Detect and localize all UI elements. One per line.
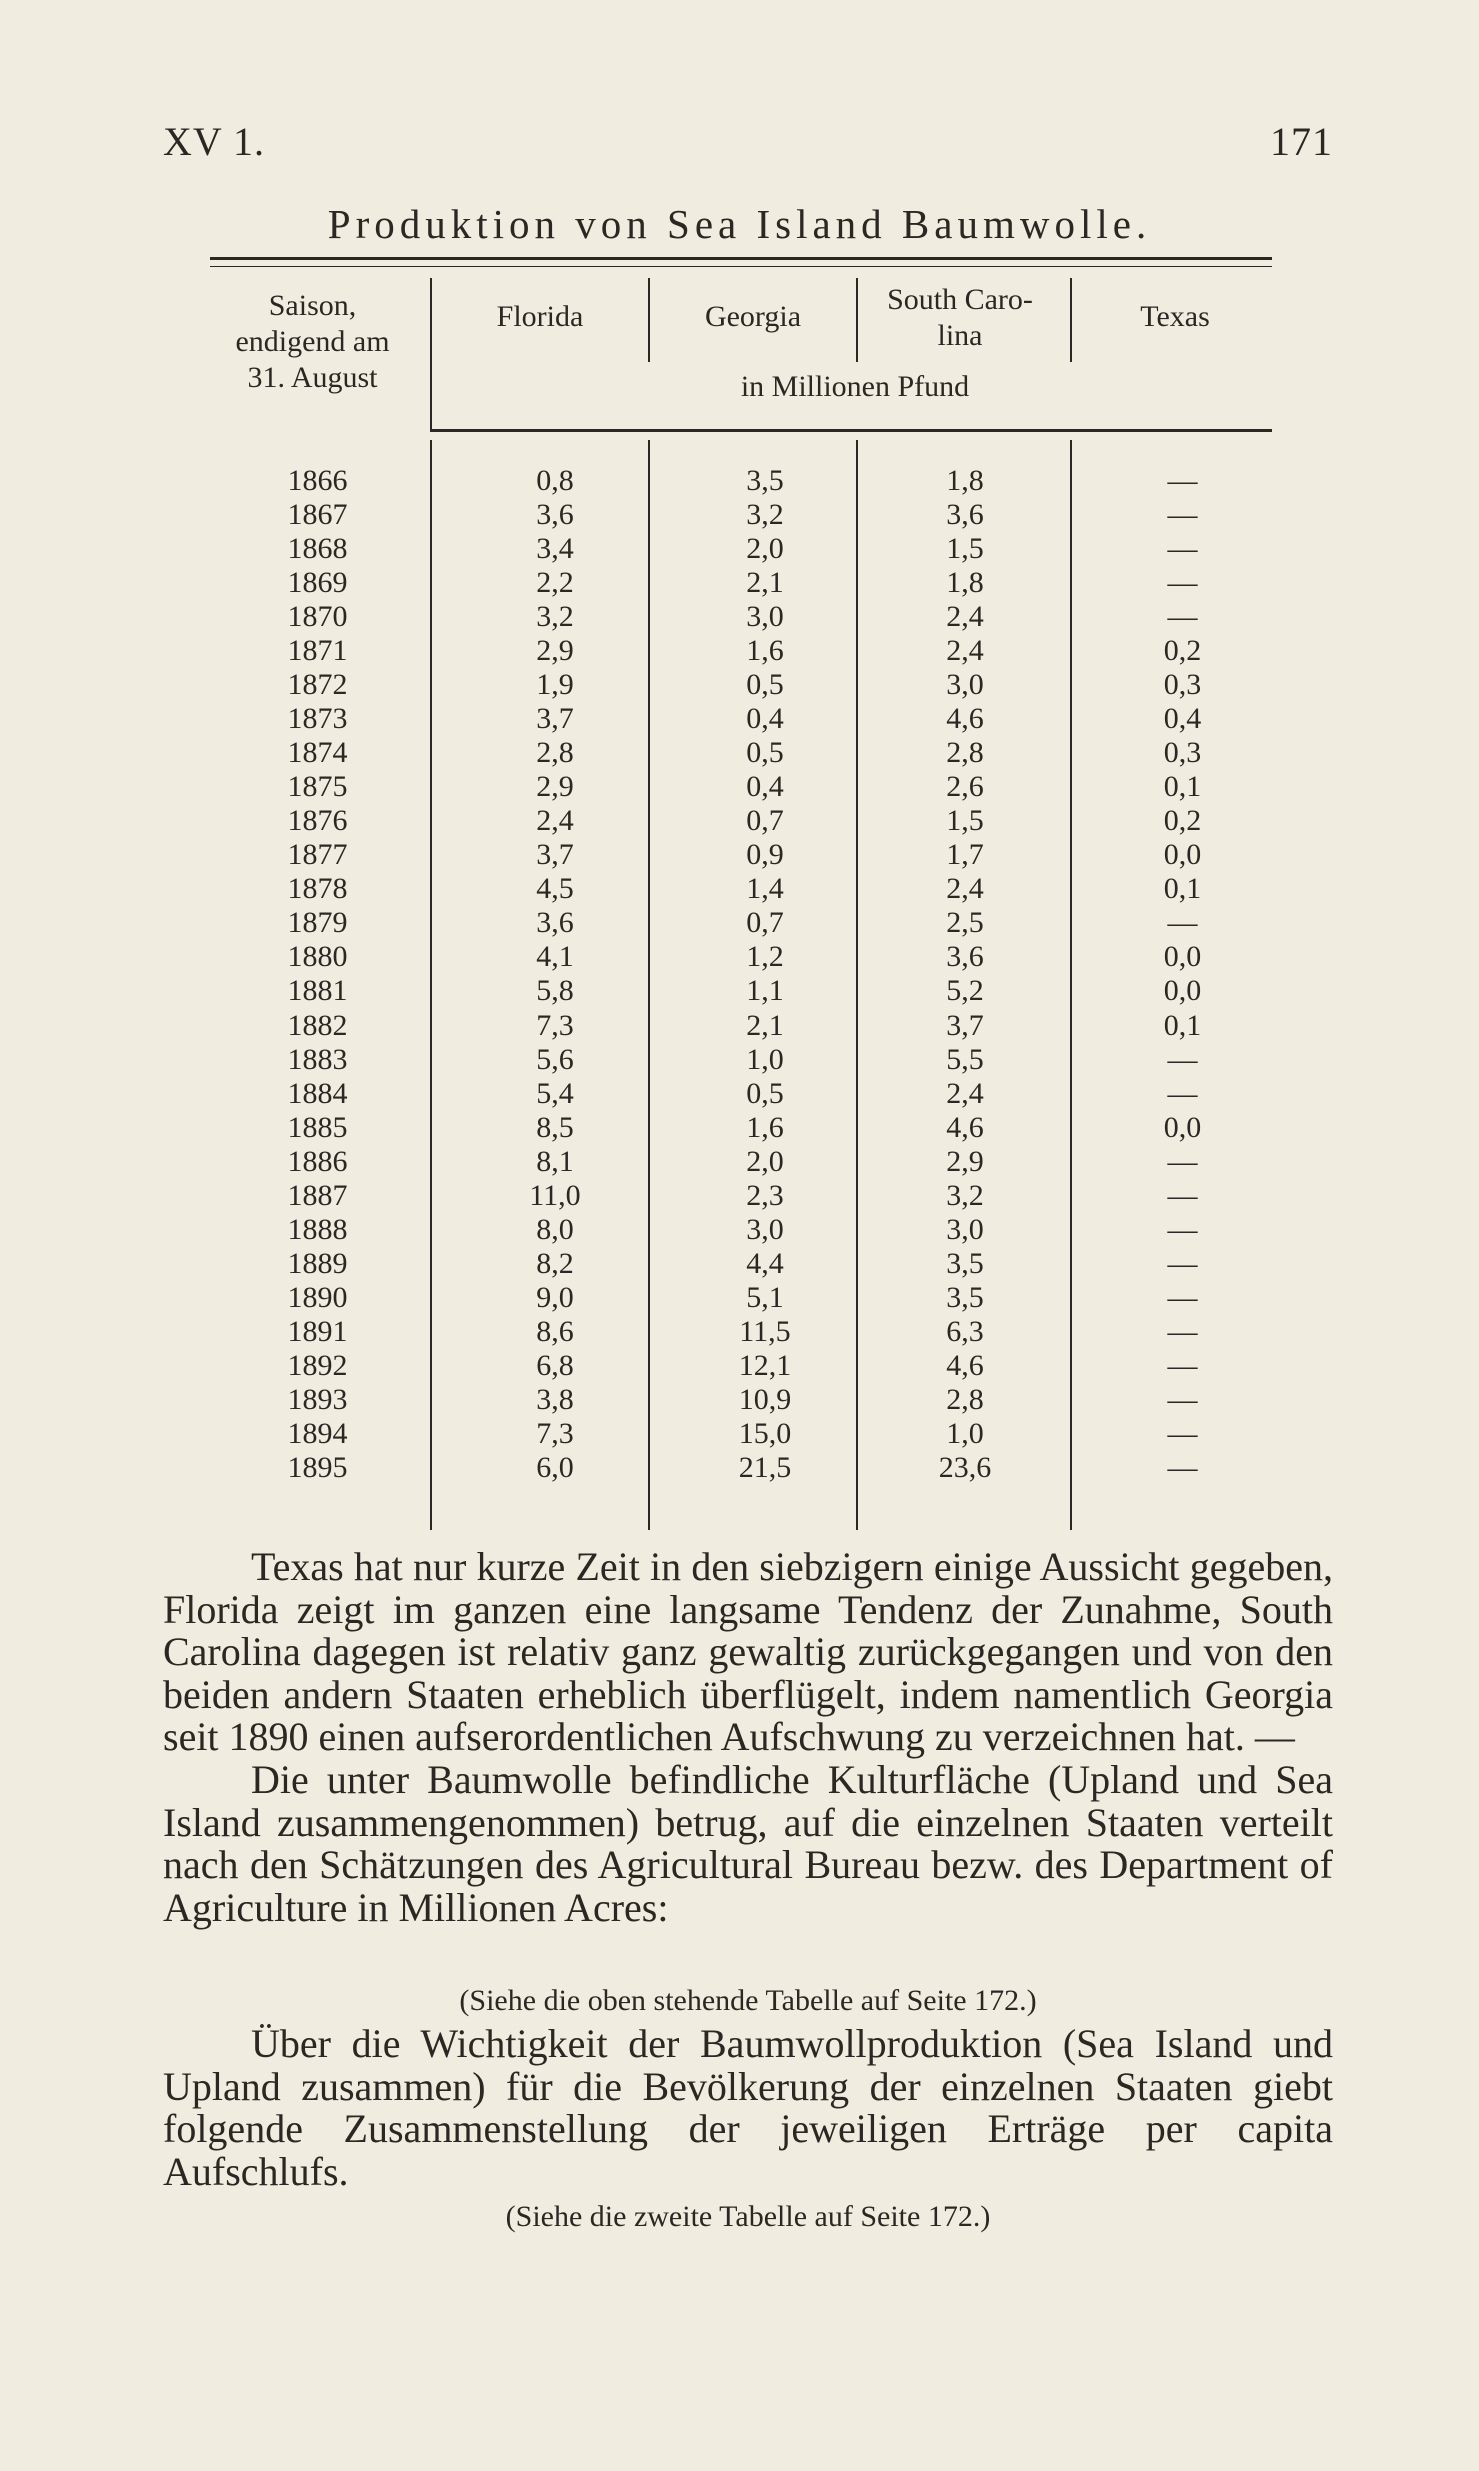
table-row: [0, 940, 1479, 974]
cell-south-carolina: 3,6: [946, 498, 984, 532]
cell-texas: —: [1167, 600, 1198, 634]
cell-florida: 4,5: [536, 872, 574, 906]
cell-year: 1873: [287, 702, 348, 736]
cell-south-carolina: 3,5: [946, 1280, 984, 1314]
paragraph-3: Über die Wichtigkeit der Baumwollproduktion (Sea Island und Upland zusammen) für die Bevölkerung der einzelnen Staaten giebt folgende Zusammenstellung der jeweiligen Erträge per capita Aufschlufs.: [163, 2021, 1333, 2194]
cell-texas: 0,1: [1163, 872, 1202, 906]
cell-georgia: 4,4: [746, 1246, 784, 1280]
cell-florida: 2,4: [536, 804, 574, 838]
cell-year: 1881: [287, 974, 348, 1008]
cell-texas: 0,0: [1163, 940, 1202, 974]
cell-texas: —: [1167, 1246, 1198, 1280]
cell-florida: 9,0: [536, 1280, 574, 1314]
cell-georgia: 0,7: [746, 804, 784, 838]
col-header-sc-line1: South Caro-: [887, 283, 1033, 316]
cell-south-carolina: 1,7: [946, 838, 984, 872]
cell-year: 1880: [287, 940, 348, 974]
cell-year: 1876: [287, 804, 348, 838]
cell-florida: 3,7: [536, 702, 574, 736]
cell-florida: 5,6: [536, 1042, 574, 1076]
col-header-season-line1: Saison,: [268, 289, 357, 322]
cell-georgia: 12,1: [738, 1348, 792, 1382]
header-bottom-rule: [430, 429, 1272, 432]
unit-label: in Millionen Pfund: [740, 370, 970, 403]
cell-georgia: 0,4: [746, 770, 784, 804]
cell-south-carolina: 5,2: [946, 974, 984, 1008]
paragraph-1: Texas hat nur kurze Zeit in den siebzigern einige Aussicht gegeben, Florida zeigt im ganzen eine langsame Tendenz der Zunahme, South Carolina dagegen ist relativ ganz gewaltig zurückgegangen und von den beiden andern Staaten erheblich überflügelt, indem namentlich Georgia seit 1890 einen aufserordentlichen Aufschwung zu verzeichnen hat. —: [163, 1544, 1333, 1760]
reference-note-1: (Siehe die oben stehende Tabelle auf Seite 172.): [459, 1984, 1037, 2017]
header-sep-sc: [1070, 278, 1072, 362]
cell-texas: 0,0: [1163, 1110, 1202, 1144]
cell-florida: 7,3: [536, 1008, 574, 1042]
cell-year: 1895: [287, 1450, 348, 1484]
table-row: [0, 1043, 1479, 1077]
cell-georgia: 0,5: [746, 736, 784, 770]
cell-south-carolina: 2,9: [946, 1144, 984, 1178]
table-row: [0, 1077, 1479, 1111]
cell-florida: 11,0: [529, 1178, 581, 1212]
cell-texas: —: [1167, 1450, 1198, 1484]
cell-south-carolina: 1,0: [946, 1416, 984, 1450]
cell-south-carolina: 2,6: [946, 770, 984, 804]
cell-georgia: 11,5: [739, 1314, 791, 1348]
cell-south-carolina: 4,6: [946, 702, 984, 736]
cell-year: 1883: [287, 1042, 348, 1076]
table-row: [0, 1213, 1479, 1247]
table-row: [0, 1315, 1479, 1349]
cell-south-carolina: 1,8: [946, 566, 984, 600]
cell-year: 1894: [287, 1416, 348, 1450]
cell-texas: —: [1167, 1178, 1198, 1212]
cell-year: 1875: [287, 770, 348, 804]
cell-texas: —: [1167, 1144, 1198, 1178]
table-row: [0, 1349, 1479, 1383]
cell-year: 1888: [287, 1212, 348, 1246]
cell-year: 1890: [287, 1280, 348, 1314]
table-row: [0, 600, 1479, 634]
cell-florida: 6,8: [536, 1348, 574, 1382]
col-header-season: [195, 288, 430, 396]
cell-south-carolina: 5,5: [946, 1042, 984, 1076]
cell-year: 1892: [287, 1348, 348, 1382]
table-row: [0, 1247, 1479, 1281]
cell-texas: 0,4: [1163, 702, 1202, 736]
cell-south-carolina: 6,3: [946, 1314, 984, 1348]
table-row: [0, 1179, 1479, 1213]
cell-florida: 6,0: [536, 1450, 574, 1484]
cell-texas: —: [1167, 498, 1198, 532]
cell-texas: —: [1167, 1076, 1198, 1110]
cell-south-carolina: 2,4: [946, 872, 984, 906]
cell-texas: —: [1167, 1212, 1198, 1246]
table-top-rule-thick: [210, 257, 1272, 260]
reference-note-2: (Siehe die zweite Tabelle auf Seite 172.): [505, 2200, 991, 2233]
table-row: [0, 1281, 1479, 1315]
cell-georgia: 3,0: [746, 600, 784, 634]
cell-year: 1868: [287, 532, 348, 566]
cell-texas: —: [1167, 1348, 1198, 1382]
cell-texas: 0,2: [1163, 634, 1202, 668]
cell-south-carolina: 2,8: [946, 1382, 984, 1416]
header-sep-florida: [648, 278, 650, 362]
cell-year: 1889: [287, 1246, 348, 1280]
cell-florida: 8,5: [536, 1110, 574, 1144]
cell-florida: 2,9: [536, 634, 574, 668]
body-text-2: [163, 2023, 1333, 2193]
cell-texas: —: [1167, 1314, 1198, 1348]
cell-georgia: 10,9: [738, 1382, 792, 1416]
table-row: [0, 736, 1479, 770]
cell-texas: —: [1167, 906, 1198, 940]
table-row: [0, 1383, 1479, 1417]
cell-year: 1874: [287, 736, 348, 770]
cell-south-carolina: 3,0: [946, 668, 984, 702]
cell-florida: 5,8: [536, 974, 574, 1008]
cell-florida: 3,4: [536, 532, 574, 566]
cell-georgia: 2,3: [746, 1178, 784, 1212]
cell-georgia: 1,6: [746, 1110, 784, 1144]
cell-south-carolina: 4,6: [946, 1110, 984, 1144]
cell-south-carolina: 2,4: [946, 1076, 984, 1110]
page-number: 171: [1270, 119, 1333, 164]
cell-florida: 1,9: [536, 668, 574, 702]
cell-georgia: 3,2: [746, 498, 784, 532]
cell-florida: 3,2: [536, 600, 574, 634]
cell-georgia: 1,2: [746, 940, 784, 974]
cell-georgia: 1,6: [746, 634, 784, 668]
cell-year: 1867: [287, 498, 348, 532]
cell-south-carolina: 3,2: [946, 1178, 984, 1212]
table-row: [0, 464, 1479, 498]
cell-georgia: 1,4: [746, 872, 784, 906]
cell-florida: 2,2: [536, 566, 574, 600]
cell-texas: —: [1167, 1382, 1198, 1416]
cell-year: 1870: [287, 600, 348, 634]
running-head: XV 1.: [163, 119, 266, 164]
cell-florida: 8,6: [536, 1314, 574, 1348]
cell-year: 1887: [287, 1178, 348, 1212]
col-header-season-line3: 31. August: [247, 361, 378, 394]
cell-south-carolina: 3,6: [946, 940, 984, 974]
body-text: [163, 1546, 1333, 1929]
cell-florida: 3,8: [536, 1382, 574, 1416]
header-sep-season: [430, 278, 432, 430]
cell-south-carolina: 2,5: [946, 906, 984, 940]
cell-south-carolina: 23,6: [938, 1450, 992, 1484]
cell-south-carolina: 2,4: [946, 600, 984, 634]
cell-georgia: 2,0: [746, 1144, 784, 1178]
table-row: [0, 566, 1479, 600]
cell-florida: 8,1: [536, 1144, 574, 1178]
cell-year: 1878: [287, 872, 348, 906]
cell-florida: 3,6: [536, 498, 574, 532]
table-row: [0, 1417, 1479, 1451]
cell-florida: 3,6: [536, 906, 574, 940]
table-row: [0, 1145, 1479, 1179]
cell-florida: 2,9: [536, 770, 574, 804]
col-header-georgia: Georgia: [704, 300, 802, 333]
cell-south-carolina: 1,5: [946, 804, 984, 838]
cell-south-carolina: 3,5: [946, 1246, 984, 1280]
cell-georgia: 0,5: [746, 668, 784, 702]
table-row: [0, 872, 1479, 906]
cell-south-carolina: 2,4: [946, 634, 984, 668]
cell-texas: —: [1167, 1280, 1198, 1314]
cell-texas: 0,3: [1163, 668, 1202, 702]
cell-florida: 5,4: [536, 1076, 574, 1110]
cell-georgia: 1,0: [746, 1042, 784, 1076]
cell-florida: 2,8: [536, 736, 574, 770]
cell-texas: 0,2: [1163, 804, 1202, 838]
cell-texas: —: [1167, 1042, 1198, 1076]
cell-texas: —: [1167, 532, 1198, 566]
cell-south-carolina: 1,8: [946, 464, 984, 497]
cell-south-carolina: 2,8: [946, 736, 984, 770]
cell-florida: 8,0: [536, 1212, 574, 1246]
cell-florida: 8,2: [536, 1246, 574, 1280]
cell-year: 1885: [287, 1110, 348, 1144]
cell-georgia: 15,0: [738, 1416, 792, 1450]
cell-texas: 0,0: [1163, 974, 1202, 1008]
table-row: [0, 906, 1479, 940]
cell-year: 1869: [287, 566, 348, 600]
cell-texas: 0,0: [1163, 838, 1202, 872]
cell-year: 1893: [287, 1382, 348, 1416]
cell-south-carolina: 3,7: [946, 1008, 984, 1042]
cell-georgia: 0,4: [746, 702, 784, 736]
cell-georgia: 2,1: [746, 1008, 784, 1042]
table-row: [0, 498, 1479, 532]
cell-south-carolina: 1,5: [946, 532, 984, 566]
table-row: [0, 668, 1479, 702]
table-row: [0, 974, 1479, 1008]
table-row: [0, 1009, 1479, 1043]
cell-georgia: 1,1: [746, 974, 784, 1008]
table-row: [0, 702, 1479, 736]
cell-south-carolina: 3,0: [946, 1212, 984, 1246]
cell-texas: —: [1167, 464, 1198, 497]
table-row: [0, 838, 1479, 872]
cell-year: 1877: [287, 838, 348, 872]
col-header-south-carolina: [855, 282, 1065, 354]
cell-florida: 7,3: [536, 1416, 574, 1450]
cell-georgia: 2,0: [746, 532, 784, 566]
cell-florida: 0,8: [536, 464, 574, 497]
cell-year: 1884: [287, 1076, 348, 1110]
cell-year: 1866: [287, 464, 348, 497]
table-row: [0, 634, 1479, 668]
cell-texas: 0,1: [1163, 1008, 1202, 1042]
cell-year: 1886: [287, 1144, 348, 1178]
cell-texas: 0,3: [1163, 736, 1202, 770]
cell-georgia: 3,5: [746, 464, 784, 497]
cell-georgia: 5,1: [746, 1280, 784, 1314]
col-header-florida: Florida: [496, 300, 584, 333]
paragraph-2: Die unter Baumwolle befindliche Kulturfläche (Upland und Sea Island zusammengenommen) betrug, auf die einzelnen Staaten verteilt nach den Schätzungen des Agricultural Bureau bezw. des Department of Agriculture in Millionen Acres:: [163, 1756, 1333, 1930]
cell-florida: 4,1: [536, 940, 574, 974]
table-title: Produktion von Sea Island Baumwolle.: [327, 201, 1152, 247]
cell-year: 1871: [287, 634, 348, 668]
cell-georgia: 21,5: [738, 1450, 792, 1484]
table-row: [0, 770, 1479, 804]
table-row: [0, 1451, 1479, 1485]
cell-texas: —: [1167, 1416, 1198, 1450]
cell-year: 1882: [287, 1008, 348, 1042]
table-row: [0, 804, 1479, 838]
cell-south-carolina: 4,6: [946, 1348, 984, 1382]
cell-georgia: 0,9: [746, 838, 784, 872]
table-row: [0, 532, 1479, 566]
col-header-season-line2: endigend am: [235, 325, 390, 358]
cell-texas: —: [1167, 566, 1198, 600]
cell-florida: 3,7: [536, 838, 574, 872]
cell-year: 1872: [287, 668, 348, 702]
cell-year: 1891: [287, 1314, 348, 1348]
cell-georgia: 3,0: [746, 1212, 784, 1246]
cell-texas: 0,1: [1163, 770, 1202, 804]
header-sep-georgia: [856, 278, 858, 362]
table-row: [0, 1111, 1479, 1145]
cell-georgia: 2,1: [746, 566, 784, 600]
cell-year: 1879: [287, 906, 348, 940]
cell-georgia: 0,7: [746, 906, 784, 940]
col-header-sc-line2: lina: [937, 319, 983, 352]
table-body: [0, 464, 1479, 1485]
cell-georgia: 0,5: [746, 1076, 784, 1110]
col-header-texas: Texas: [1140, 300, 1210, 333]
table-top-rule-thin: [210, 266, 1272, 267]
